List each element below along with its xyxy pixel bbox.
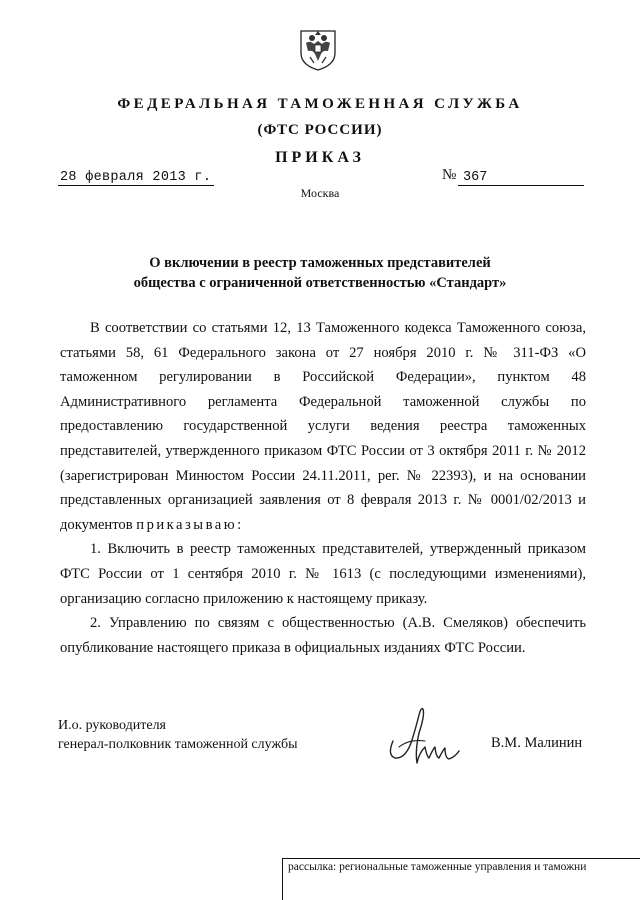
preamble-paragraph bbox=[60, 316, 586, 537]
order-number: 367 bbox=[463, 170, 488, 185]
handwritten-signature bbox=[385, 703, 465, 778]
order-item-2: 2. Управлению по связям с общественностью (А.В. Смеляков) обеспечить опубликование настоящего приказа в официальных изданиях ФТС России. bbox=[60, 615, 586, 656]
order-date: 28 февраля 2013 г. bbox=[60, 170, 212, 185]
order-item-1: 1. Включить в реестр таможенных представителей, утвержденный приказом ФТС России от 1 сентября 2010 г. № 1613 (с последующими изменениями), организацию согласно приложению к настоящему приказу. bbox=[60, 541, 586, 607]
agency-name: ФЕДЕРАЛЬНАЯ ТАМОЖЕННАЯ СЛУЖБА bbox=[117, 96, 523, 112]
signatory-role-line-2: генерал-полковник таможенной службы bbox=[58, 737, 298, 752]
order-word: приказываю: bbox=[136, 516, 244, 533]
title-line-2: общества с ограниченной ответственностью «Стандарт» bbox=[133, 275, 507, 291]
emblem-icon bbox=[298, 27, 338, 71]
signatory-role-line-1: И.о. руководителя bbox=[58, 718, 167, 733]
preamble-text: В соответствии со статьями 12, 13 Таможенного кодекса Таможенного союза, статьями 58, 61 Федерального закона от 27 ноября 2010 г. № 311-ФЗ «О таможенном регулировании в Российской Федерации», пунктом 48 Административного регламента Федеральной таможенной службы по предоставлению государственной услуги ведения реестра таможенных представителей, утвержденного приказом ФТС России от 3 октября 2011 г. № 2012 (зарегистрирован Минюстом России 24.11.2011, рег. № 22393), и на основании представленных организацией заявления от 8 февраля 2013 г. № 0001/02/2013 и документов bbox=[60, 320, 586, 533]
title-line-1: О включении в реестр таможенных представителей bbox=[149, 255, 491, 271]
document-title bbox=[60, 253, 580, 293]
mailing-list: рассылка: региональные таможенные управления и таможни bbox=[282, 858, 640, 900]
signatory-role bbox=[58, 716, 297, 754]
agency-abbreviation: (ФТС РОССИИ) bbox=[257, 122, 383, 138]
document-type: ПРИКАЗ bbox=[275, 149, 365, 166]
number-sign: № bbox=[442, 167, 457, 183]
city: Москва bbox=[300, 186, 340, 200]
document-body bbox=[60, 316, 586, 660]
signatory-name: В.М. Малинин bbox=[491, 735, 583, 751]
